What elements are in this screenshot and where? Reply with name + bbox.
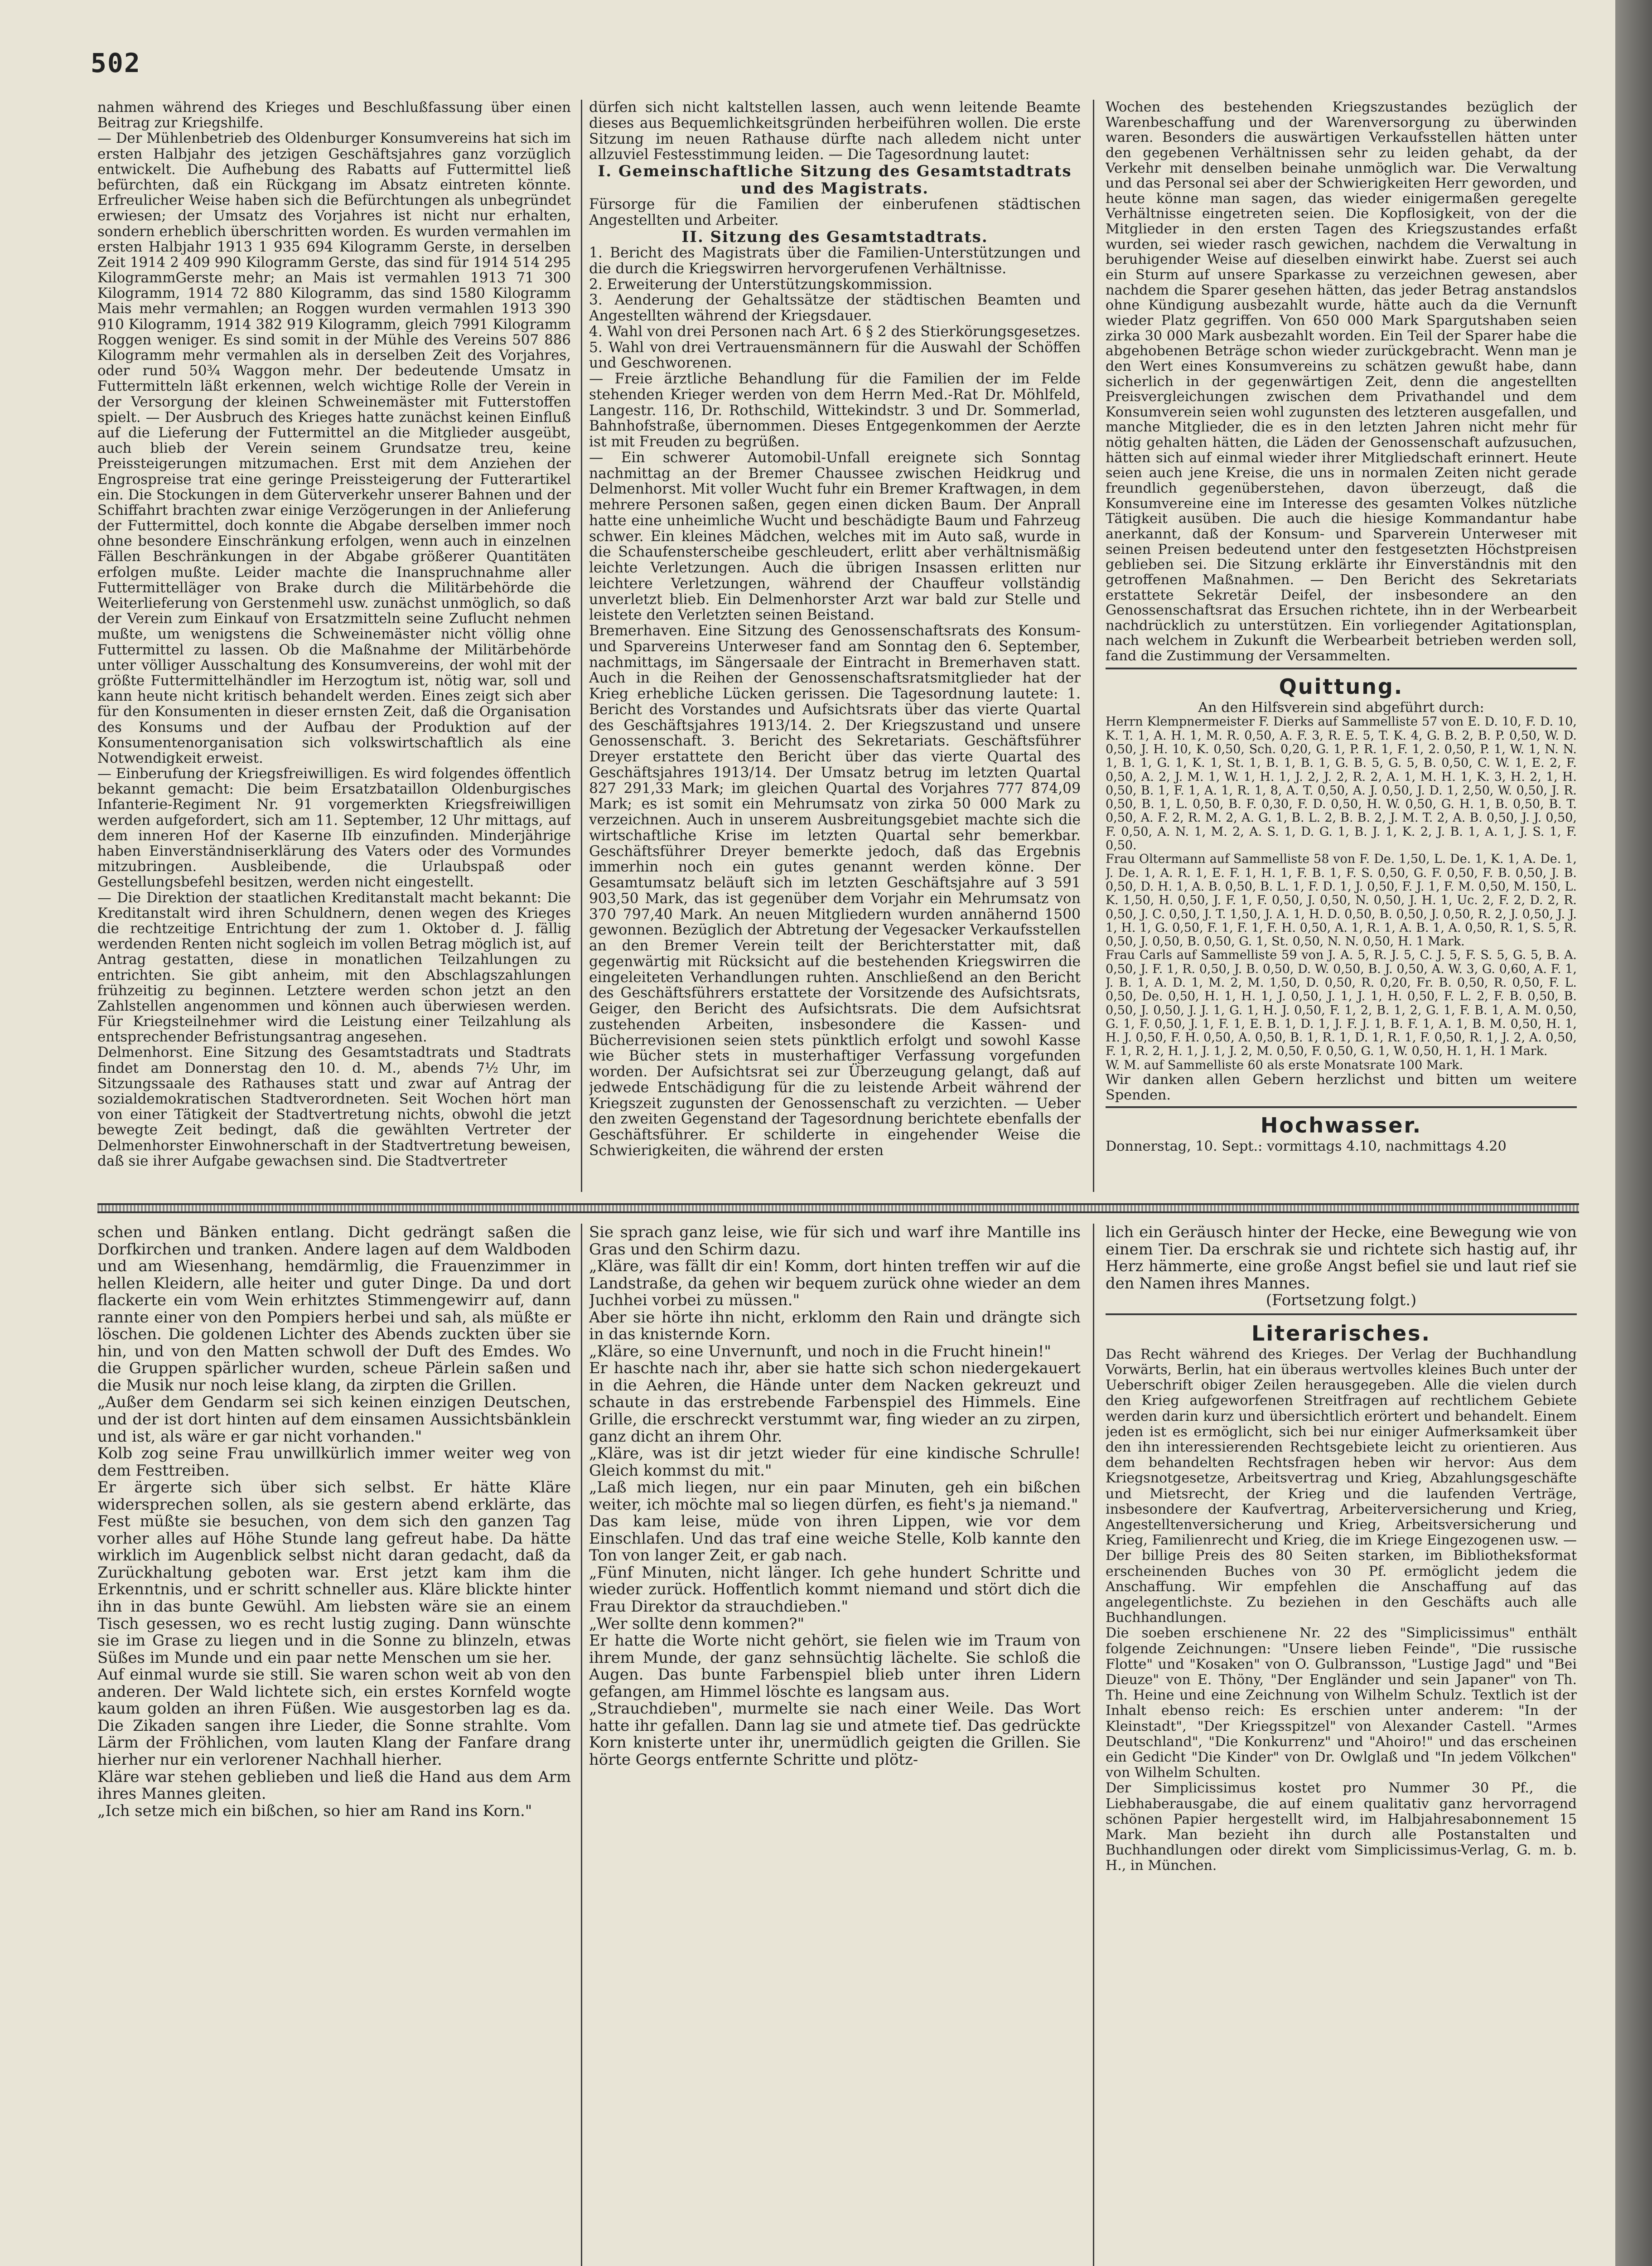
column-rule-3 [581,1224,582,2266]
quittung-title: Quittung. [1279,674,1404,699]
story-paragraph-14: „Laß mich liegen, nur ein paar Minuten, geh ein bißchen weiter, ich möchte mal so liegen dürfen, es fieht's ja niemand." [589,1478,1081,1513]
literarisches-paragraph-2: Die soeben erschienene Nr. 22 des "Simplicissimus" enthält folgende Zeichnungen: "Unsere lieben Feinde", "Die russische Flotte" und "Kosaken" von O. Gulbransson, "Lustige Jagd" und "Bei Dieuze" von E. Thöny, "Der Engländer und sein Japaner" von Th. Th. Heine und eine Zeichnung von Wilhelm Schulz. Textlich ist der Inhalt ebenso reich: Es erschien unter anderem: "In der Kleinstadt", "Der Kriegsspitzel" von Alexander Castell. "Armes Deutschland", "Die Konkurrenz" und "Ahoiro!" und das erscheinen ein Gedicht "Die Kinder" von Dr. Owlglaß und "In jedem Völkchen" von Wilhelm Schulten. [1106,1625,1577,1781]
column-rule-2 [1093,100,1094,1192]
column-rule-4 [1093,1224,1094,2266]
agenda-item-5: 5. Wahl von drei Vertrauensmännern für die Auswahl der Schöffen und Geschworenen. [589,339,1081,372]
story-paragraph-5: Auf einmal wurde sie still. Sie waren schon weit ab von den anderen. Der Wald lichtete sich, ein erstes Kornfeld wogte kaum golden an ihren Füßen. Wie ausgestorben lag es da. Die Zikaden sangen ihre Lieder, die Sonne strahlte. Vom Lärm der Fröhlichen, vom lauten Klang der Fanfare drang hierher nur ein verlorener Nachhall hierher. [97,1666,571,1768]
quittung-list-4: W. M. auf Sammelliste 60 als erste Monatsrate 100 Mark. [1106,1058,1464,1072]
story-paragraph-8: Sie sprach ganz leise, wie für sich und warf ihre Mantille ins Gras und den Schirm dazu. [589,1224,1081,1258]
quittung-thanks: Wir danken allen Gebern herzlichst und bitten um weitere Spenden. [1106,1072,1577,1103]
col2-paragraph-unfall: — Ein schwerer Automobil-Unfall ereignete sich Sonntag nachmittag an der Bremer Chaussee zwischen Heidkrug und Delmenhorst. Mit voller Wucht fuhr ein Bremer Kraftwagen, in dem mehrere Personen saßen, gegen einen dicken Baum. Der Anprall hatte eine unheimliche Wucht und beschädigte Baum und Fahrzeug schwer. Ein kleines Mädchen, welches mit im Auto saß, wurde in die Schaufensterscheibe geschleudert, erlitt aber verhältnismäßig leichte Verletzungen. Auch die übrigen Insassen erlitten nur leichtere Verletzungen, während der Chauffeur vollständig unverletzt blieb. Ein Delmenhorster Arzt war bald zur Stelle und leistete den Verletzten seinen Beistand. [589,449,1081,624]
story-paragraph-20: lich ein Geräusch hinter der Hecke, eine Bewegung wie von einem Tier. Da erschrak sie und richtete sich hastig auf, ihr Herz hämmerte, eine große Angst befiel sie und laut rief sie den Namen ihres Mannes. [1106,1224,1577,1292]
story-paragraph-12: Er haschte nach ihr, aber sie hatte sich schon niedergekauert in die Aehren, die Hände unter dem Nacken gekreuzt und schaute in das erstrebende Farbenspiel des Himmels. Eine Grille, die erschreckt verstummt war, fing wieder an zu zirpen, ganz dicht an ihrem Ohr. [589,1359,1081,1445]
agenda-item-2: 2. Erweiterung der Unterstützungskommission. [589,276,932,293]
agenda-heading-2: II. Sitzung des Gesamtstadtrats. [681,227,988,246]
fortsetzung-note: (Fortsetzung folgt.) [1266,1291,1417,1309]
col1-paragraph-4: — Die Direktion der staatlichen Kreditanstalt macht bekannt: Die Kreditanstalt wird ihren Schuldnern, denen wegen des Krieges die rechtzeitige Entrichtung der zum 1. Oktober d. J. fällig werdenden Renten nicht sogleich im vollen Betrag möglich ist, auf Antrag gestatten, diese in monatlichen Teilzahlungen zu entrichten. Sie gibt anheim, mit den Abschlagszahlungen frühzeitig zu beginnen. Letztere werden schon jetzt an den Zahlstellen angenommen und können auch überwiesen werden. Für Kriegsteilnehmer wird die Leistung einer Teilzahlung als entsprechender Befristungsantrag angesehen. [97,889,571,1046]
column-3 [1106,100,1577,1199]
literarisches-paragraph-3: Der Simplicissimus kostet pro Nummer 30 Pf., die Liebhaberausgabe, die auf einem qualitativ ganz hervorragend schönen Papier hergestellt wird, im Halbjahresabonnement 15 Mark. Man bezieht ihn durch alle Postanstalten und Buchhandlungen oder direkt vom Simplicissimus-Verlag, G. m. b. H., in München. [1106,1780,1577,1874]
quittung-list-1: Herrn Klempnermeister F. Dierks auf Sammelliste 57 von E. D. 10, F. D. 10, K. T. 1, A. H. 1, M. R. 0,50, A. F. 3, R. E. 5, T. K. 4, G. B. 2, B. P. 0,50, W. D. 0,50, J. H. 10, K. 0,50, Sch. 0,20, G. 1, P. R. 1, F. 1, 2. 0,50, P. 1, W. 1, N. N. 1, B. 1, G. 1, K. 1, St. 1, B. 1, B. 1, G. B. 5, G. 5, B. 0,50, C. W. 1, E. 2, F. 0,50, A. 2, J. M. 1, W. 1, H. 1, J. 2, J. 2, R. 2, A. 1, M. H. 1, K. 3, H. 2, 1, H. 0,50, B. 1, F. 1, A. 1, R. 1, 8, A. T. 0,50, A. J. 0,50, J. D. 1, 2,50, W. 0,50, J. R. 0,50, B. 1, L. 0,50, B. F. 0,30, F. D. 0,50, H. W. 0,50, G. H. 1, B. 0,50, B. T. 0,50, A. F. 2, R. M. 2, A. G. 1, B. L. 2, B. B. 2, J. M. T. 2, A. B. 0,50, J. J. 0,50, F. 0,50, A. N. 1, M. 2, A. S. 1, D. G. 1, B. J. 1, K. 2, J. B. 1, A. 1, J. S. 1, F. 0,50. [1106,715,1577,853]
story-paragraph-2: „Außer dem Gendarm sei sich keinen einzigen Deutschen, und der ist dort hinten auf dem einsamen Aussichtsbänklein und ist, als wäre er gar nicht vorhanden." [97,1393,571,1445]
story-paragraph-6: Kläre war stehen geblieben und ließ die Hand aus dem Arm ihres Mannes gleiten. [97,1767,571,1803]
story-paragraph-13: „Kläre, was ist dir jetzt wieder für eine kindische Schrulle! Gleich kommst du mit." [589,1444,1081,1479]
page-edge-shadow [1615,0,1652,2266]
agenda-item-1: 1. Bericht des Magistrats über die Familien-Unterstützungen und die durch die Kriegswirren hervorgerufenen Verhältnisse. [589,245,1081,277]
literarisches-paragraph-1: Das Recht während des Krieges. Der Verlag der Buchhandlung Vorwärts, Berlin, hat ein überaus wertvolles kleines Buch unter der Ueberschrift obiger Zeilen herausgegeben. Alle die vielen durch den Krieg aufgeworfenen Streitfragen auf rechtlichem Gebiete werden darin kurz und übersichtlich erörtert und behandelt. Einem jeden ist es ermöglicht, sich bei nur einiger Aufmerksamkeit über den ihn interessierenden Rechtsgebiete leicht zu orientieren. Aus dem behandelten Rechtsfragen heben wir hervor: Aus dem Kriegsnotgesetze, Arbeitsvertrag und Krieg, Abzahlungsgeschäfte und Mietsrecht, der Krieg und die laufenden Verträge, insbesondere der Kaufvertrag, Arbeiterversicherung und Krieg, Angestelltenversicherung und Krieg, Arbeitsversicherung und Krieg, Familienrecht und Krieg, die im Kriege Eingezogenen usw. — Der billige Preis des 80 Seiten starken, im Bibliotheksformat erscheinenden Buches von 30 Pf. ermöglicht jedem die Anschaffung. Wir empfehlen die Anschaffung auf das angelegentlichste. Zu beziehen in den Geschäfts auch alle Buchhandlungen. [1106,1346,1577,1626]
page-number: 502 [91,48,141,78]
quittung-list-2: Frau Oltermann auf Sammelliste 58 von F. De. 1,50, L. De. 1, K. 1, A. De. 1, J. De. 1, A. R. 1, E. F. 1, H. 1, F. B. 1, F. S. 0,50, G. F. 0,50, F. B. 0,50, J. B. 0,50, D. H. 1, A. B. 0,50, B. L. 1, F. D. 1, J. 0,50, F. J. 1, F. M. 0,50, M. 150, L. K. 1,50, H. 0,50, J. F. 1, F. 0,50, J. 0,50, N. 0,50, J. H. 1, Uc. 2, F. 2, D. 2, R. 0,50, J. C. 0,50, J. T. 1,50, J. A. 1, H. D. 0,50, B. 0,50, J. 0,50, R. 2, J. 0,50, J. J. 1, H. 1, G. 0,50, F. 1, F. 1, F. H. 0,50, A. 1, R. 1, A. B. 1, A. 0,50, R. 1, S. 5, R. 0,50, J. 0,50, B. 0,50, G. 1, St. 0,50, N. N. 0,50, H. 1 Mark. [1106,852,1577,949]
story-paragraph-19: „Strauchdieben", murmelte sie nach einer Weile. Das Wort hatte ihr gefallen. Dann lag sie und atmete tief. Das gedrückte Korn knisterte unter ihr, unermüdlich geigten die Grillen. Sie hörte Georgs entfernte Schritte und plötz- [589,1700,1081,1768]
story-column-1 [97,1224,571,2266]
story-column-3 [1106,1224,1577,2266]
story-paragraph-7: „Ich setze mich ein bißchen, so hier am Rand ins Korn." [97,1801,532,1820]
hochwasser-text: Donnerstag, 10. Sept.: vormittags 4.10, nachmittags 4.20 [1106,1138,1507,1155]
col1-paragraph-1: nahmen während des Krieges und Beschlußfassung über einen Beitrag zur Kriegshilfe. [97,100,571,131]
col2-paragraph-aerzte: — Freie ärztliche Behandlung für die Familien der im Felde stehenden Krieger werden von dem Herrn Med.-Rat Dr. Möhlfeld, Langestr. 116, Dr. Rothschild, Wittekindstr. 3 und Dr. Sommerlad, Bahnhofstraße, übernommen. Dieses Entgegenkommen der Aerzte ist mit Freuden zu begrüßen. [589,371,1081,450]
story-paragraph-16: „Fünf Minuten, nicht länger. Ich gehe hundert Schritte und wieder zurück. Hoffentlich kommt niemand und stört dich die Frau Direktor da strauchdieben." [589,1563,1081,1616]
story-paragraph-11: „Kläre, so eine Unvernunft, und noch in die Frucht hinein!" [589,1342,1051,1360]
col3-paragraph-1: Wochen des bestehenden Kriegszustandes bezüglich der Warenbeschaffung und der Warenversorgung zu überwinden waren. Besonders die auswärtigen Verkaufsstellen hätten unter den gegebenen Verhältnissen sehr zu leiden gehabt, da der Verkehr mit denselben beinahe unmöglich war. Die Verwaltung und das Personal sei aber der Schwierigkeiten Herr geworden, und heute könne man sagen, das wieder einigermaßen geregelte Verhältnisse eingetreten seien. Die Kopflosigkeit, von der die Mitglieder in den ersten Tagen des Kriegszustandes erfaßt wurden, sei wieder rasch gewichen, nachdem die Verwaltung in beruhigender Weise auf dieselben einwirkt habe. Zuerst sei auch ein Sturm auf unsere Sparkasse zu verzeichnen gewesen, aber nachdem die Sparer gesehen hätten, das jeder Betrag anstandslos ohne Kündigung ausbezahlt wurde, hätte auch da die Vernunft wieder Platz gegriffen. Von 650 000 Mark Spargutshaben seien zirka 30 000 Mark ausbezahlt worden. Ein Teil der Sparer habe die abgehobenen Beträge schon wieder zurückgebracht. Wenn man je den Wert eines Konsumvereins zu schätzen gewußt habe, dann sicherlich in der gegenwärtigen Zeit, denn die angestellten Preisvergleichungen zwischen dem Privathandel und dem Konsumverein seien wohl zugunsten des letzteren ausgefallen, und manche Mitglieder, die es in den letzten Jahren nicht mehr für nötig gehalten hätten, die Läden der Genossenschaft aufzusuchen, hätten sich auf einmal wieder ihrer Mitgliedschaft erinnert. Heute seien auch jene Kreise, die uns in normalen Zeiten nicht gerade freundlich gegenüberstehen, davon überzeugt, daß die Konsumvereine eine im Interesse des gesamten Volkes nützliche Tätigkeit ausüben. Die auch die hiesige Kommandantur habe anerkannt, daß der Konsum- und Sparverein Unterweser mit seinen Preisen bedeutend unter den festgesetzten Höchstpreisen geblieben sei. Die Sitzung erklärte ihr Einverständnis mit den getroffenen Maßnahmen. — Den Bericht des Sekretariats erstattete Sekretär Deifel, der insbesondere an den Genossenschaftsrat das Ersuchen richtete, ihn in der Werbearbeit nachdrücklich zu unterstützen. Ein vorliegender Agitationsplan, nach welchem in Zukunft die Werbearbeit betrieben werden soll, fand die Zustimmung der Versammelten. [1106,100,1577,664]
col1-paragraph-2: — Der Mühlenbetrieb des Oldenburger Konsumvereins hat sich im ersten Halbjahr des jetzigen Geschäftsjahres ganz vorzüglich entwickelt. Die Aufhebung des Rabatts auf Futtermittel ließ befürchten, daß ein Rückgang im Absatz eintreten könnte. Erfreulicher Weise haben sich die Befürchtungen als unbegründet erwiesen; der Umsatz des Vorjahres ist nicht nur erhalten, sondern erheblich überschritten worden. Es wurden vermahlen im ersten Halbjahr 1913 1 935 694 Kilogramm Gerste, in derselben Zeit 1914 2 409 990 Kilogramm Gerste, das sind für 1914 514 295 KilogrammGerste mehr; an Mais ist vermahlen 1913 71 300 Kilogramm, 1914 72 880 Kilogramm, das sind 1580 Kilogramm Mais mehr vermahlen; an Roggen wurden vermahlen 1913 390 910 Kilogramm, 1914 382 919 Kilogramm, gleich 7991 Kilogramm Roggen weniger. Es sind somit in der Mühle des Vereins 507 886 Kilogramm mehr vermahlen als in derselben Zeit des Vorjahres, oder rund 50¾ Waggon mehr. Der bedeutende Umsatz in Futtermitteln läßt erkennen, welch wichtige Rolle der Verein in der Versorgung der kleinen Schweinemäster mit Futterstoffen spielt. — Der Ausbruch des Krieges hatte zunächst keinen Einfluß auf die Lieferung der Futtermittel an die Mitglieder ausgeübt, auch blieb der Verein seinem Grundsatze treu, keine Preissteigerungen mitzumachen. Erst mit dem Anziehen der Engrospreise trat eine geringe Preissteigerung der Futterartikel ein. Die Stockungen in dem Güterverkehr unserer Bahnen und der Schiffahrt brachten zwar einige Verzögerungen in der Anlieferung der Futtermittel, doch konnte die Abgabe derselben immer noch ohne besondere Einschränkung erfolgen, wenn auch in einzelnen Fällen Beschränkungen in der Abgabe größerer Quantitäten erfolgen mußte. Leider machte die Inanspruchnahme aller Futtermittelläger von Brake durch die Militärbehörde die Weiterlieferung von Gerstenmehl usw. zunächst unmöglich, so daß der Verein zum Einkauf von Ersatzmitteln seine Zuflucht nehmen mußte, um wenigstens die Schweinemäster nicht völlig ohne Futtermittel zu lassen. Ob die Maßnahme der Militärbehörde unter völliger Ausschaltung des Konsumvereins, der wohl mit der größte Futtermittelhändler im Herzogtum ist, nötig war, soll und kann heute nicht kritisch behandelt werden. Eines zeigt sich aber für den Konsumenten in dieser ernsten Zeit, daß die Organisation des Konsums und der Aufbau der Produktion auf der Konsumentenorganisation sich volkswirtschaftlich als eine Notwendigkeit erweist. [97,130,571,766]
story-paragraph-15: Das kam leise, müde von ihren Lippen, wie vor dem Einschlafen. Und das traf eine weiche Stelle, Kolb kannte den Ton von langer Zeit, er gab nach. [589,1512,1081,1564]
story-paragraph-18: Er hatte die Worte nicht gehört, sie fielen wie im Traum von ihrem Munde, der ganz sehnsüchtig lächelte. Sie schloß die Augen. Das bunte Farbenspiel blieb unter ihren Lidern gefangen, am Himmel löschte es langsam aus. [589,1632,1081,1700]
page-separator [97,1203,1579,1213]
quittung-list-3: Frau Carls auf Sammelliste 59 von J. A. 5, R. J. 5, C. J. 5, F. S. 5, G. 5, B. A. 0,50, J. F. 1, R. 0,50, J. B. 0,50, D. W. 0,50, B. J. 0,50, A. W. 3, G. 0,60, A. F. 1, J. B. 1, A. D. 1, M. 2, M. 1,50, D. 0,50, R. 0,20, Fr. B. 0,50, R. 0,50, F. L. 0,50, De. 0,50, H. 1, H. 1, J. 0,50, J. 1, J. 1, H. 0,50, F. L. 2, F. B. 0,50, B. 0,50, J. 0,50, J. J. 1, G. 1, H. J. 0,50, F. 1, 2, B. 1, 2, G. 1, F. B. 1, A. M. 0,50, G. 1, F. 0,50, J. 1, F. 1, E. B. 1, D. 1, J. F. J. 1, B. F. 1, A. 1, B. M. 0,50, H. 1, H. J. 0,50, F. H. 0,50, A. 0,50, B. 1, R. 1, D. 1, R. 1, F. 0,50, R. 1, J. 2, A. 0,50, F. 1, R. 2, H. 1, J. 1, J. 2, M. 0,50, F. 0,50, G. 1, W. 0,50, H. 1, H. 1 Mark. [1106,948,1577,1059]
hochwasser-title: Hochwasser. [1260,1113,1422,1138]
story-column-2 [589,1224,1081,2266]
column-1 [97,100,571,1199]
col1-paragraph-5: Delmenhorst. Eine Sitzung des Gesamtstadtrats und Stadtrats findet am Donnerstag den 10. d. M., abends 7½ Uhr, im Sitzungssaale des Rathauses statt und zwar auf Antrag der sozialdemokratischen Stadtverordneten. Seit Wochen hört man von einer Tätigkeit der Stadtvertretung nichts, obwohl die jetzt bewegte Zeit bedingt, daß die gewählten Vertreter der Delmenhorster Einwohnerschaft in der Stadtvertretung beweisen, daß sie ihrer Aufgabe gewachsen sind. Die Stadtvertreter [97,1044,571,1169]
story-paragraph-9: „Kläre, was fällt dir ein! Komm, dort hinten treffen wir auf die Landstraße, da gehen wir bequem zurück ohne wieder an dem Juchhei vorbei zu müssen." [589,1257,1081,1309]
quittung-intro: An den Hilfsverein sind abgeführt durch: [1198,699,1484,716]
section-rule [1106,668,1577,669]
col2-paragraph-bremerhaven: Bremerhaven. Eine Sitzung des Genossenschaftsrats des Konsum- und Sparvereins Unterweser fand am Sonntag den 6. September, nachmittags, im Sängersaale der Eintracht in Bremerhaven statt. Auch in die Reihen der Genossenschaftsratsmitglieder hat der Krieg erhebliche Lücken gerissen. Die Tagesordnung lautete: 1. Bericht des Vorstandes und Aufsichtsrats über das vierte Quartal des Geschäftsjahres 1913/14. 2. Der Kriegszustand und unsere Genossenschaft. 3. Bericht des Sekretariats. Geschäftsführer Dreyer erstattete den Bericht über das vierte Quartal des Geschäftsjahres 1913/14. Der Umsatz betrug im letzten Quartal 827 291,33 Mark; im gleichen Quartal des Vorjahres 777 874,09 Mark; es ist somit ein Mehrumsatz von zirka 50 000 Mark zu verzeichnen. Auch in unserem Ausbreitungsgebiet machte sich die wirtschaftliche Krise im letzten Quartal sehr bemerkbar. Geschäftsführer Dreyer bemerkte jedoch, daß das Ergebnis immerhin noch ein gutes genannt werden könne. Der Gesamtumsatz beläuft sich im letzten Geschäftsjahre auf 3 591 903,50 Mark, das ist gegenüber dem Vorjahr ein Mehrumsatz von 370 797,40 Mark. An neuen Mitgliedern wurden annähernd 1500 gewonnen. Bezüglich der Abtretung der Vegesacker Verkaufsstellen an den Bremer Verein teilt der Berichterstatter mit, daß gegenwärtig mit Rücksicht auf die bestehenden Kriegswirren die eingeleiteten Verhandlungen ruhten. Anschließend an den Bericht des Geschäftsführers erstattete der Vorsitzende des Aufsichtsrats, Geiger, den Bericht des Aufsichtsrats. Die dem Aufsichtsrat zustehenden Arbeiten, insbesondere die Kassen- und Bücherrevisionen seien stets pünktlich erfolgt und sowohl Kasse wie Bücher stets in musterhaftiger Verfassung vorgefunden worden. Der Aufsichtsrat sei zur Überzeugung gelangt, daß auf jedwede Entschädigung für die zu leistende Arbeit während der Kriegszeit zugunsten der Genossenschaft zu verzichten. — Ueber den zweiten Gegenstand der Tagesordnung berichtete ebenfalls der Geschäftsführer. Er schilderte in eingehender Weise die Schwierigkeiten, die während der ersten [589,623,1081,1159]
agenda-item-3: 3. Aenderung der Gehaltssätze der städtischen Beamten und Angestellten während der Kriegsdauer. [589,292,1081,324]
literarisches-title: Literarisches. [1251,1321,1431,1346]
col2-paragraph-1: dürfen sich nicht kaltstellen lassen, auch wenn leitende Beamte dieses aus Bequemlichkeitsgründen herbeiführen wollen. Die erste Sitzung im neuen Rathause dürfte nach alledem nicht unter allzuviel Festesstimmung leiden. — Die Tagesordnung lautet: [589,100,1081,163]
column-2 [589,100,1081,1199]
col1-paragraph-3: — Einberufung der Kriegsfreiwilligen. Es wird folgendes öffentlich bekannt gemacht: Die beim Ersatzbataillon Oldenburgisches Infanterie-Regiment Nr. 91 vorgemerkten Kriegsfreiwilligen werden aufgefordert, sich am 11. September, 12 Uhr mittags, auf dem inneren Hof der Kaserne IIb einzufinden. Minderjährige haben Einverständniserklärung des Vaters oder des Vormundes mitzubringen. Ausbleibende, die Urlaubspaß oder Gestellungsbefehl besitzen, werden nicht eingestellt. [97,765,571,891]
story-paragraph-1: schen und Bänken entlang. Dicht gedrängt saßen die Dorfkirchen und tranken. Andere lagen auf dem Waldboden und am Wiesenhang, hemdärmlig, die Frauenzimmer in hellen Kleidern, alle heiter und guter Dinge. Da und dort flackerte ein vom Wein erhitztes Stimmengewirr auf, dann rannte einer von den Pompiers herbei und sah, als müßte er löschen. Die goldenen Lichter des Abends zuckten über sie hin, und von den Matten schwoll der Duft des Emdes. Wo die Gruppen spärlicher wurden, scheue Pärlein saßen und die Musik nur noch leise klang, da zirpten die Grillen. [97,1224,571,1394]
agenda-item-intro: Fürsorge für die Familien der einberufenen städtischen Angestellten und Arbeiter. [589,196,1081,228]
story-paragraph-17: „Wer sollte denn kommen?" [589,1614,805,1632]
agenda-item-4: 4. Wahl von drei Personen nach Art. 6 § 2 des Stierkörungsgesetzes. [589,323,1081,340]
column-rule-1 [581,100,582,1192]
story-paragraph-10: Aber sie hörte ihn nicht, erklomm den Rain und drängte sich in das knisternde Korn. [589,1308,1081,1343]
section-rule-3 [1106,1313,1577,1315]
story-paragraph-3: Kolb zog seine Frau unwillkürlich immer weiter weg von dem Festtreiben. [97,1444,571,1479]
agenda-heading-1: I. Gemeinschaftliche Sitzung des Gesamtstadtrats und des Magistrats. [598,162,1072,197]
section-rule-2 [1106,1106,1577,1108]
story-paragraph-4: Er ärgerte sich über sich selbst. Er hätte Kläre widersprechen sollen, als sie gestern abend erklärte, das Fest müßte sie besuchen, von dem sich den ganzen Tag vorher alles auf Höhe Stunde lang gefreut habe. Da hätte wirklich im Augenblick selbst nicht daran gedacht, daß da Zurückhaltung geboten war. Erst jetzt kam ihm die Erkenntnis, und er schritt schneller aus. Kläre blickte hinter ihn in das bunte Gewühl. Am liebsten wäre sie an einem Tisch gesessen, wo es recht lustig zuging. Dann wünschte sie im Grase zu liegen und in die Sonne zu blinzeln, etwas Süßes im Munde und ein paar nette Menschen um sie her. [97,1478,571,1666]
